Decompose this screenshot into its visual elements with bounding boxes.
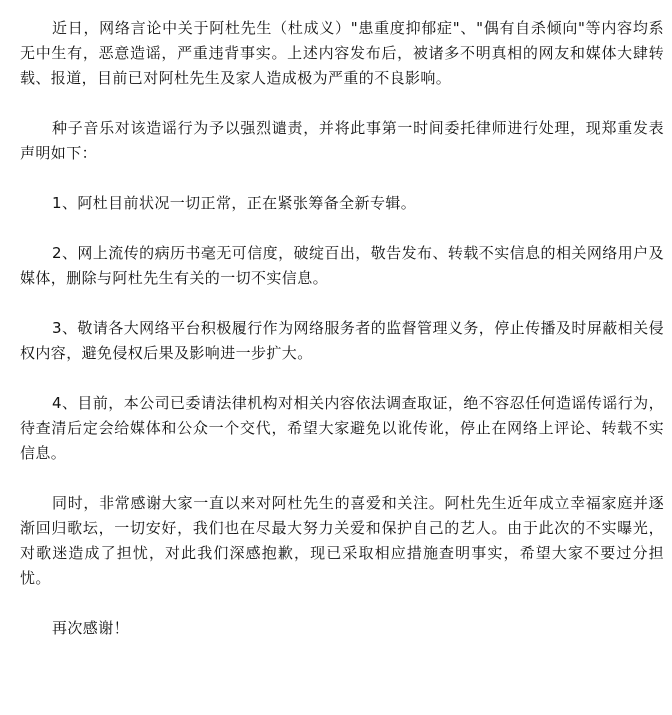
paragraph-gap: [20, 591, 664, 616]
paragraph-gap: [20, 466, 664, 491]
paragraph-point-1: 1、阿杜目前状况一切正常，正在紧张筹备全新专辑。: [52, 194, 417, 212]
paragraph-gap: [20, 91, 664, 116]
paragraph-closing: 再次感谢！: [52, 619, 130, 637]
statement-document: [20, 16, 664, 641]
paragraph-gap: [20, 216, 664, 241]
paragraph-point-2: 2、网上流传的病历书毫无可信度，破绽百出，敬告发布、转载不实信息的相关网络用户及媒体，删除与阿杜先生有关的一切不实信息。: [20, 244, 664, 287]
paragraph-thanks: 同时，非常感谢大家一直以来对阿杜先生的喜爱和关注。阿杜先生近年成立幸福家庭并逐渐回归歌坛，一切安好，我们也在尽最大努力关爱和保护自己的艺人。由于此次的不实曝光，对歌迷造成了担忧，对此我们深感抱歉，现已采取相应措施查明事实，希望大家不要过分担忧。: [20, 494, 664, 587]
paragraph-gap: [20, 166, 664, 191]
paragraph-gap: [20, 366, 664, 391]
paragraph-gap: [20, 291, 664, 316]
paragraph-point-4: 4、目前，本公司已委请法律机构对相关内容依法调查取证，绝不容忍任何造谣传谣行为，待查清后定会给媒体和公众一个交代，希望大家避免以讹传讹，停止在网络上评论、转载不实信息。: [20, 394, 664, 462]
paragraph-condemnation: 种子音乐对该造谣行为予以强烈谴责，并将此事第一时间委托律师进行处理，现郑重发表声明如下：: [20, 119, 664, 162]
paragraph-point-3: 3、敬请各大网络平台积极履行作为网络服务者的监督管理义务，停止传播及时屏蔽相关侵权内容，避免侵权后果及影响进一步扩大。: [20, 319, 664, 362]
paragraph-rumor-summary: 近日，网络言论中关于阿杜先生（杜成义）"患重度抑郁症"、"偶有自杀倾向"等内容均系无中生有，恶意造谣，严重违背事实。上述内容发布后，被诸多不明真相的网友和媒体大肆转载、报道，目前已对阿杜先生及家人造成极为严重的不良影响。: [20, 19, 664, 87]
